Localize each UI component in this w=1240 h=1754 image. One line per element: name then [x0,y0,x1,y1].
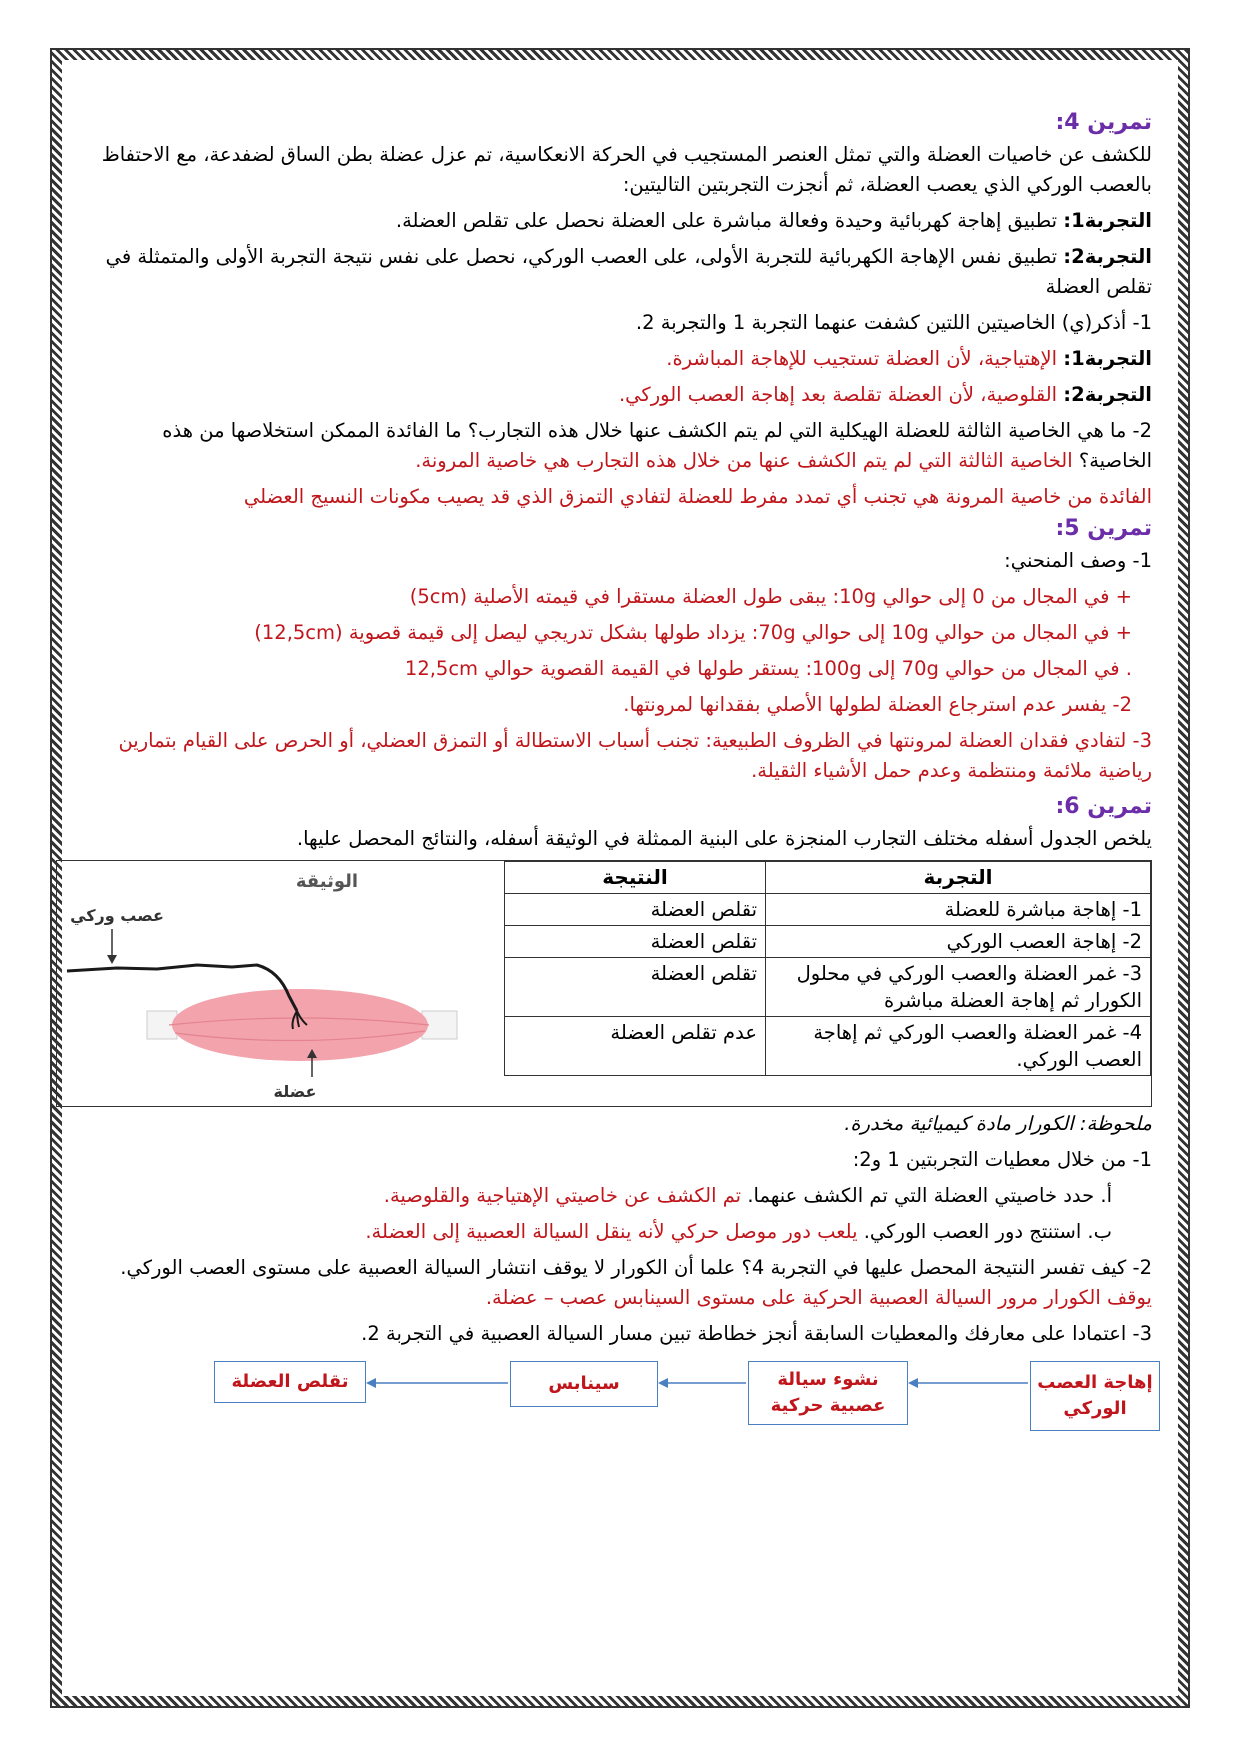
cell-experiment: 3- غمر العضلة والعصب الوركي في محلول الكورار ثم إهاجة العضلة مباشرة [766,958,1151,1017]
table-row [505,958,1151,1017]
ex6-qb-answer: يلعب دور موصل حركي لأنه ينقل السيالة العصبية إلى العضلة. [365,1220,864,1243]
ex4-exp2 [88,242,1152,302]
table-row [505,1017,1151,1076]
ex4-exp2-label: التجربة2: [1063,245,1152,268]
cell-result: تقلص العضلة [505,894,766,926]
col-result-header: النتيجة [505,862,766,894]
ex6-qa [88,1181,1152,1211]
ex4-q2 [88,416,1152,476]
cell-result: تقلص العضلة [505,926,766,958]
ex4-a1 [88,344,1152,374]
flow-arrows [88,1357,1184,1437]
ex5-answer2: 2- يفسر عدم استرجاع العضلة لطولها الأصلي بفقدانها لمرونتها. [623,693,1132,716]
experiments-table [504,861,1151,1076]
ex6-q2 [88,1253,1152,1313]
table-row [505,894,1151,926]
cell-experiment: 1- إهاجة مباشرة للعضلة [766,894,1151,926]
ex6-qa-prefix: أ. حدد خاصيتي العضلة التي تم الكشف عنهما. [747,1184,1112,1207]
ex5-answer3: 3- لتفادي فقدان العضلة لمرونتها في الظروف الطبيعية: تجنب أسباب الاستطالة أو التمزق العضلي، أو الحرص على القيام بتمارين رياضية ملائمة ومنتظمة وعدم حمل الأشياء الثقيلة. [118,729,1152,782]
ex6-qb [88,1217,1152,1247]
ex4-exp1-text: تطبيق إهاجة كهربائية وحيدة وفعالة مباشرة على العضلة نحصل على تقلص العضلة. [395,209,1064,232]
cell-result: تقلص العضلة [505,958,766,1017]
ex4-exp1-label: التجربة1: [1063,209,1152,232]
ex4-a2-label: التجربة2: [1063,383,1152,406]
ex5-line1: + في المجال من 0 إلى حوالي 10g: يبقى طول العضلة مستقرا في قيمته الأصلية (5cm) [409,585,1132,608]
ex4-q2-text: 2- ما هي الخاصية الثالثة للعضلة الهيكلية التي لم يتم الكشف عنها خلال هذه التجارب؟ ما الفائدة الممكن استخلاصها من هذه الخاصية؟ [162,419,1152,472]
ex6-title: تمرين 6: [1055,794,1152,819]
ex4-exp2-text: تطبيق نفس الإهاجة الكهربائية للتجربة الأولى، على العصب الوركي، نحصل على نفس نتيجة التجربة الأولى والمتمثلة في تقلص العضلة [105,245,1152,298]
ex4-a1-text: الإهتياجية، لأن العضلة تستجيب للإهاجة المباشرة. [666,347,1064,370]
ex6-intro: يلخص الجدول أسفله مختلف التجارب المنجزة على البنية الممثلة في الوثيقة أسفله، والنتائج المحصل عليها. [296,827,1152,850]
flow-step-muscle-contraction: تقلص العضلة [214,1361,366,1403]
muscle-label: عضلة [273,1082,317,1101]
flow-arrow-head [658,1378,668,1388]
cell-experiment: 4- غمر العضلة والعصب الوركي ثم إهاجة العصب الوركي. [766,1017,1151,1076]
flow-arrow-head [366,1378,376,1388]
flow-step-motor-impulse: نشوء سيالة عصبية حركية [748,1361,908,1425]
ex6-qb-prefix: ب. استنتج دور العصب الوركي. [863,1220,1112,1243]
flow-step-nerve-stimulation: إهاجة العصب الوركي [1030,1361,1160,1431]
ex5-title: تمرين 5: [1055,516,1152,541]
ex4-title: تمرين 4: [1055,110,1152,135]
flow-step-synapse: سينابس [510,1361,658,1407]
flow-diagram [88,1357,1152,1437]
document-title: الوثيقة [295,871,359,892]
ex6-table-and-document [56,860,1152,1107]
table-row [505,926,1151,958]
ex4-q2-answer: الخاصية الثالثة التي لم يتم الكشف عنها من خلال هذه التجارب هي خاصية المرونة. [415,449,1079,472]
ex4-a2 [88,380,1152,410]
col-experiment-header: التجربة [766,862,1151,894]
flow-arrow-head [908,1378,918,1388]
ex4-exp1 [88,206,1152,236]
ex6-q2-text: 2- كيف تفسر النتيجة المحصل عليها في التجربة 4؟ علما أن الكورار لا يوقف انتشار السيالة العصبية على مستوى العصب الوركي. [120,1256,1152,1279]
ex6-q3: 3- اعتمادا على معارفك والمعطيات السابقة أنجز خطاطة تبين مسار السيالة العصبية في التجربة 2. [361,1322,1152,1345]
ex5-line3: . في المجال من حوالي 70g إلى 100g: يستقر طولها في القيمة القصوية حوالي 12,5cm [404,657,1132,680]
page-border [50,48,1190,1708]
ex4-intro: للكشف عن خاصيات العضلة والتي تمثل العنصر المستجيب في الحركة الانعكاسية، تم عزل عضلة بطن الساق لضفدعة، مع الاحتفاظ بالعصب الوركي الذي يعصب العضلة، ثم أنجزت التجربتين التاليتين: [101,143,1152,196]
ex4-a1-label: التجربة1: [1063,347,1152,370]
nerve-arrow-head [107,955,117,964]
ex6-note: ملحوظة: الكورار مادة كيميائية مخدرة. [844,1112,1152,1135]
ex5-q1: 1- وصف المنحني: [1004,549,1152,572]
ex6-qa-answer: تم الكشف عن خاصيتي الإهتياجية والقلوصية. [383,1184,748,1207]
page-content [70,106,1153,1686]
cell-experiment: 2- إهاجة العصب الوركي [766,926,1151,958]
ex4-q1: 1- أذكر(ي) الخاصيتين اللتين كشفت عنهما التجربة 1 والتجربة 2. [635,311,1152,334]
ex4-q2-benefit: الفائدة من خاصية المرونة هي تجنب أي تمدد مفرط للعضلة لتفادي التمزق الذي قد يصيب مكونات النسيج العضلي [243,485,1152,508]
ex4-a2-text: القلوصية، لأن العضلة تقلصة بعد إهاجة العصب الوركي. [618,383,1064,406]
muscle-shape [172,989,428,1061]
ex5-line2: + في المجال من حوالي 10g إلى حوالي 70g: يزداد طولها بشكل تدريجي ليصل إلى قيمة قصوية (12,5cm) [254,621,1132,644]
nerve-label: عصب وركي [70,906,164,925]
document-figure [57,861,497,1106]
ex6-q1: 1- من خلال معطيات التجربتين 1 و2: [852,1148,1152,1171]
ex6-q2-answer: يوقف الكورار مرور السيالة العصبية الحركية على مستوى السينابس عصب – عضلة. [485,1286,1152,1309]
cell-result: عدم تقلص العضلة [505,1017,766,1076]
table-header-row [505,862,1151,894]
